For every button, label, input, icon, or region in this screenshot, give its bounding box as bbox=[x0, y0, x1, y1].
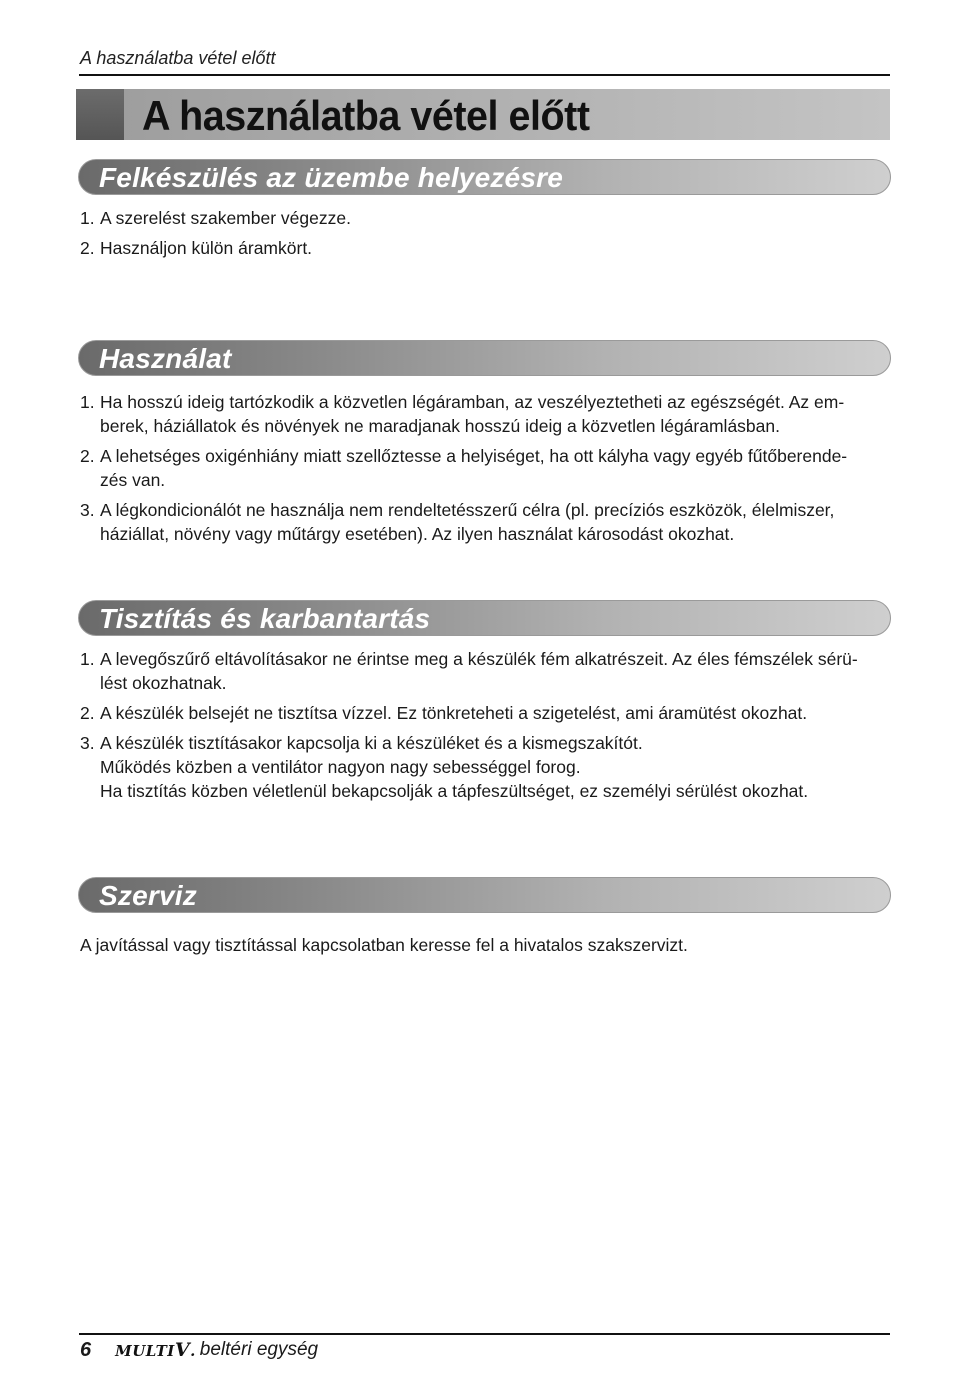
footer-rule bbox=[79, 1333, 890, 1335]
list-item bbox=[80, 236, 890, 260]
list-number: 1. bbox=[80, 392, 95, 412]
header-rule bbox=[79, 74, 890, 76]
title-block-decoration bbox=[76, 89, 124, 140]
footer-text: beltéri egység bbox=[199, 1339, 319, 1360]
usage-list bbox=[80, 390, 890, 552]
section-heading: Tisztítás és karbantartás bbox=[99, 603, 431, 634]
logo-v: V bbox=[174, 1339, 191, 1361]
section-heading: Felkészülés az üzembe helyezésre bbox=[99, 162, 563, 193]
list-item bbox=[80, 390, 890, 438]
list-number: 3. bbox=[80, 733, 95, 753]
list-text: berek, háziállatok és növények ne maradjanak hosszú ideig a közvetlen légáramlásban. bbox=[100, 416, 780, 436]
list-text: zés van. bbox=[100, 470, 166, 490]
list-text: lést okozhatnak. bbox=[100, 673, 227, 693]
list-number: 2. bbox=[80, 238, 95, 258]
section-heading: Használat bbox=[99, 343, 232, 374]
list-text: Használjon külön áramkört. bbox=[100, 238, 313, 258]
brand-logo bbox=[115, 1339, 196, 1361]
section-bar-usage bbox=[78, 340, 891, 376]
list-number: 2. bbox=[80, 446, 95, 466]
section-bar-cleaning bbox=[78, 600, 891, 636]
list-text: A légkondicionálót ne használja nem rendeltetésszerű célra (pl. precíziós eszközök, élelmiszer, bbox=[100, 500, 835, 520]
page-title: A használatba vétel előtt bbox=[142, 92, 590, 139]
cleaning-list bbox=[80, 647, 890, 809]
list-text: Működés közben a ventilátor nagyon nagy sebességgel forog. bbox=[100, 757, 581, 777]
list-item bbox=[80, 444, 890, 492]
service-paragraph: A javítással vagy tisztítással kapcsolatban keresse fel a hivatalos szakszervizt. bbox=[80, 935, 688, 955]
list-number: 1. bbox=[80, 208, 95, 228]
title-bar bbox=[76, 89, 890, 140]
list-text: A levegőszűrő eltávolításakor ne érintse meg a készülék fém alkatrészeit. Az éles fémszélek sérü- bbox=[100, 649, 858, 669]
section-bar-preparation bbox=[78, 159, 891, 195]
list-number: 3. bbox=[80, 500, 95, 520]
running-header: A használatba vétel előtt bbox=[80, 48, 276, 68]
list-text: A készülék belsejét ne tisztítsa vízzel. Ez tönkreteheti a szigetelést, ami áramütést okozhat. bbox=[100, 703, 808, 723]
logo-suffix: . bbox=[190, 1342, 196, 1360]
list-item bbox=[80, 206, 890, 230]
list-text: A szerelést szakember végezze. bbox=[100, 208, 351, 228]
list-text: Ha hosszú ideig tartózkodik a közvetlen légáramban, az veszélyeztetheti az egészségét. Az em- bbox=[100, 392, 845, 412]
list-item bbox=[80, 701, 890, 725]
list-item bbox=[80, 731, 890, 803]
list-text: háziállat, növény vagy műtárgy esetében). Az ilyen használat károsodást okozhat. bbox=[100, 524, 735, 544]
footer bbox=[80, 1337, 318, 1363]
section-heading: Szerviz bbox=[99, 880, 197, 911]
preparation-list bbox=[80, 206, 890, 266]
list-text: Ha tisztítás közben véletlenül bekapcsolják a tápfeszültséget, ez személyi sérülést okozhat. bbox=[100, 781, 809, 801]
section-bar-service bbox=[78, 877, 891, 913]
logo-text: MULTI bbox=[115, 1342, 175, 1360]
list-text: A készülék tisztításakor kapcsolja ki a készüléket és a kismegszakítót. bbox=[100, 733, 643, 753]
list-number: 1. bbox=[80, 649, 95, 669]
list-number: 2. bbox=[80, 703, 95, 723]
list-item bbox=[80, 647, 890, 695]
list-text: A lehetséges oxigénhiány miatt szellőztesse a helyiséget, ha ott kályha vagy egyéb fűtőberende- bbox=[100, 446, 848, 466]
page-number: 6 bbox=[80, 1338, 92, 1361]
list-item bbox=[80, 498, 890, 546]
